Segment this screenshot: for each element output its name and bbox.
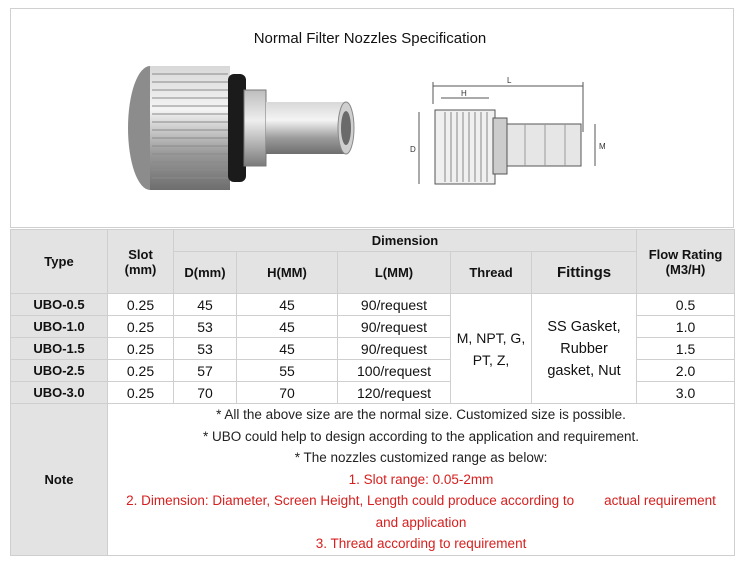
header-slot: Slot (mm) bbox=[108, 230, 174, 294]
h-cell: 45 bbox=[237, 338, 338, 360]
note-line-group bbox=[111, 490, 731, 512]
slot-cell: 0.25 bbox=[108, 316, 174, 338]
header-l: L(MM) bbox=[338, 252, 451, 294]
slot-cell: 0.25 bbox=[108, 338, 174, 360]
header-h: H(MM) bbox=[237, 252, 338, 294]
flow-cell: 0.5 bbox=[637, 294, 735, 316]
type-cell: UBO-1.0 bbox=[11, 316, 108, 338]
h-cell: 45 bbox=[237, 294, 338, 316]
flow-cell: 2.0 bbox=[637, 360, 735, 382]
h-cell: 55 bbox=[237, 360, 338, 382]
h-cell: 70 bbox=[237, 382, 338, 404]
note-line: and application bbox=[375, 514, 467, 530]
header-d: D(mm) bbox=[174, 252, 237, 294]
table-row bbox=[11, 294, 735, 316]
note-line: actual requirement bbox=[604, 493, 716, 509]
flow-cell: 1.0 bbox=[637, 316, 735, 338]
nozzle-photo bbox=[120, 60, 360, 200]
note-label: Note bbox=[11, 404, 108, 556]
type-cell: UBO-1.5 bbox=[11, 338, 108, 360]
type-cell: UBO-0.5 bbox=[11, 294, 108, 316]
header-dimension: Dimension bbox=[174, 230, 637, 252]
note-line: * The nozzles customized range as below: bbox=[294, 450, 548, 466]
h-cell: 45 bbox=[237, 316, 338, 338]
note-row bbox=[11, 404, 735, 556]
slot-cell: 0.25 bbox=[108, 294, 174, 316]
note-line: 1. Slot range: 0.05-2mm bbox=[348, 471, 494, 487]
note-line: * All the above size are the normal size. Customized size is possible. bbox=[216, 407, 626, 423]
l-cell: 100/request bbox=[338, 360, 451, 382]
d-cell: 53 bbox=[174, 316, 237, 338]
l-cell: 90/request bbox=[338, 316, 451, 338]
d-cell: 45 bbox=[174, 294, 237, 316]
flow-cell: 1.5 bbox=[637, 338, 735, 360]
dimension-drawing bbox=[405, 72, 615, 187]
note-line: * UBO could help to design according to the application and requirement. bbox=[203, 428, 640, 444]
l-cell: 90/request bbox=[338, 338, 451, 360]
slot-cell: 0.25 bbox=[108, 382, 174, 404]
slot-cell: 0.25 bbox=[108, 360, 174, 382]
height-label: H bbox=[461, 89, 467, 98]
thread-dim-label: M bbox=[599, 142, 606, 151]
l-cell: 120/request bbox=[338, 382, 451, 404]
header-flow: Flow Rating (M3/H) bbox=[637, 230, 735, 294]
l-cell: 90/request bbox=[338, 294, 451, 316]
d-cell: 70 bbox=[174, 382, 237, 404]
type-cell: UBO-2.5 bbox=[11, 360, 108, 382]
note-line: 2. Dimension: Diameter, Screen Height, Length could produce according to bbox=[126, 493, 575, 509]
note-content bbox=[108, 404, 735, 556]
thread-cell: M, NPT, G, PT, Z, bbox=[451, 294, 532, 404]
fittings-cell: SS Gasket, Rubber gasket, Nut bbox=[532, 294, 637, 404]
page-title: Normal Filter Nozzles Specification bbox=[253, 30, 487, 47]
header-type: Type bbox=[11, 230, 108, 294]
diameter-label: D bbox=[410, 145, 416, 154]
spec-table bbox=[10, 229, 735, 556]
header-thread: Thread bbox=[451, 252, 532, 294]
type-cell: UBO-3.0 bbox=[11, 382, 108, 404]
d-cell: 57 bbox=[174, 360, 237, 382]
flow-cell: 3.0 bbox=[637, 382, 735, 404]
header-fittings: Fittings bbox=[532, 252, 637, 294]
d-cell: 53 bbox=[174, 338, 237, 360]
length-label: L bbox=[507, 76, 512, 85]
note-line: 3. Thread according to requirement bbox=[315, 536, 527, 552]
